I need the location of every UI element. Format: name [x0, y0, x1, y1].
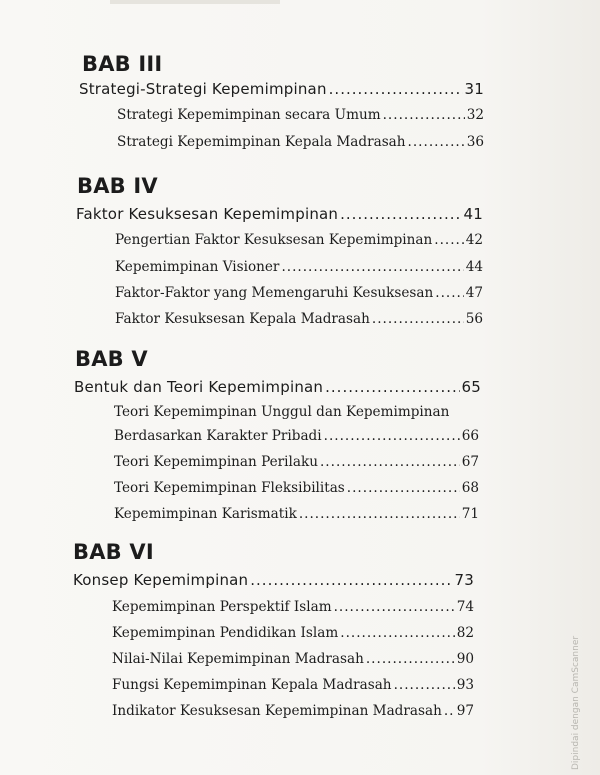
toc-title: Teori Kepemimpinan Fleksibilitas [114, 480, 345, 496]
dot-leader [325, 378, 459, 396]
toc-page-number: 56 [465, 311, 483, 327]
page-top-edge [110, 0, 280, 4]
dot-leader [435, 285, 463, 301]
toc-section-entry[interactable] [115, 285, 483, 301]
dot-leader [324, 428, 460, 444]
toc-page-number: 31 [464, 80, 484, 98]
toc-section-entry[interactable] [117, 107, 484, 123]
toc-section-entry[interactable] [112, 625, 474, 641]
dot-leader [366, 651, 455, 667]
toc-section-entry[interactable] [115, 232, 483, 248]
chapter-heading: BAB IV [77, 174, 158, 198]
toc-page-number: 66 [461, 428, 479, 444]
dot-leader [281, 259, 463, 275]
toc-page-number: 97 [456, 703, 474, 719]
toc-chapter-entry[interactable] [76, 205, 483, 223]
toc-title: Strategi Kepemimpinan Kepala Madrasah [117, 134, 406, 150]
toc-title: Faktor-Faktor yang Memengaruhi Kesuksesan [115, 285, 434, 301]
toc-title: Konsep Kepemimpinan [73, 571, 249, 589]
toc-section-title-line1: Teori Kepemimpinan Unggul dan Kepemimpinan [114, 404, 450, 420]
toc-title: Kepemimpinan Visioner [115, 259, 280, 275]
scanner-watermark: Dipindai dengan CamScanner [571, 635, 581, 770]
toc-section-entry[interactable] [115, 311, 483, 327]
toc-title: Kepemimpinan Karismatik [114, 506, 297, 522]
dot-leader [408, 134, 465, 150]
toc-page-number: 36 [466, 134, 484, 150]
toc-page-number: 47 [465, 285, 483, 301]
toc-section-entry[interactable] [114, 506, 479, 522]
toc-page-number: 32 [466, 107, 484, 123]
toc-title: Berdasarkan Karakter Pribadi [114, 428, 322, 444]
toc-title: Indikator Kesuksesan Kepemimpinan Madrasah [112, 703, 442, 719]
toc-section-entry[interactable] [112, 651, 474, 667]
dot-leader [394, 677, 455, 693]
toc-page-number: 65 [461, 378, 481, 396]
toc-page-number: 42 [465, 232, 483, 248]
dot-leader [444, 703, 455, 719]
toc-page-number: 71 [461, 506, 479, 522]
toc-section-entry[interactable] [112, 677, 474, 693]
toc-title: Teori Kepemimpinan Perilaku [114, 454, 318, 470]
toc-title: Kepemimpinan Perspektif Islam [112, 599, 332, 615]
toc-title: Bentuk dan Teori Kepemimpinan [74, 378, 324, 396]
dot-leader [340, 205, 461, 223]
toc-section-entry[interactable] [114, 454, 479, 470]
dot-leader [320, 454, 460, 470]
toc-page-number: 68 [461, 480, 479, 496]
toc-title: Strategi-Strategi Kepemimpinan [79, 80, 327, 98]
toc-title: Faktor Kesuksesan Kepemimpinan [76, 205, 339, 223]
dot-leader [372, 311, 464, 327]
chapter-heading: BAB VI [73, 540, 154, 564]
toc-title: Kepemimpinan Pendidikan Islam [112, 625, 339, 641]
toc-section-entry[interactable] [112, 703, 474, 719]
dot-leader [329, 80, 463, 98]
toc-title: Nilai-Nilai Kepemimpinan Madrasah [112, 651, 364, 667]
toc-page-number: 41 [463, 205, 483, 223]
dot-leader [334, 599, 455, 615]
toc-title: Strategi Kepemimpinan secara Umum [117, 107, 381, 123]
toc-title: Fungsi Kepemimpinan Kepala Madrasah [112, 677, 392, 693]
toc-section-entry[interactable] [114, 480, 479, 496]
toc-title: Faktor Kesuksesan Kepala Madrasah [115, 311, 370, 327]
chapter-heading: BAB III [82, 52, 163, 76]
dot-leader [434, 232, 463, 248]
toc-page-number: 90 [456, 651, 474, 667]
dot-leader [299, 506, 460, 522]
dot-leader [383, 107, 465, 123]
toc-page-number: 82 [456, 625, 474, 641]
toc-page-number: 73 [454, 571, 474, 589]
dot-leader [250, 571, 452, 589]
toc-page-number: 74 [456, 599, 474, 615]
toc-section-entry[interactable] [115, 259, 483, 275]
dot-leader [347, 480, 460, 496]
chapter-heading: BAB V [75, 347, 148, 371]
toc-section-entry[interactable] [114, 428, 479, 444]
toc-chapter-entry[interactable] [79, 80, 484, 98]
dot-leader [340, 625, 454, 641]
toc-section-entry[interactable] [117, 134, 484, 150]
toc-section-entry[interactable] [112, 599, 474, 615]
toc-chapter-entry[interactable] [73, 571, 474, 589]
toc-page-number: 67 [461, 454, 479, 470]
toc-page-number: 44 [465, 259, 483, 275]
toc-chapter-entry[interactable] [74, 378, 481, 396]
toc-title: Pengertian Faktor Kesuksesan Kepemimpinan [115, 232, 433, 248]
toc-page-number: 93 [456, 677, 474, 693]
